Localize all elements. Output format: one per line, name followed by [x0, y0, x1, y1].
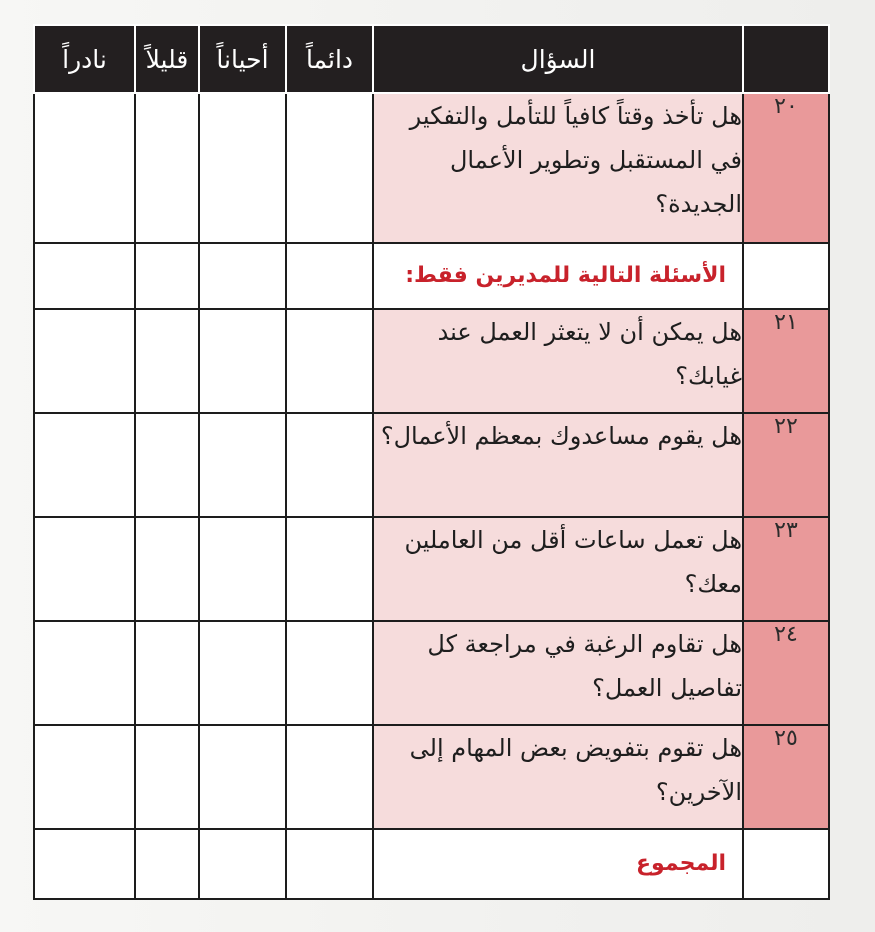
- header-row: [34, 25, 829, 93]
- total-cell-sometimes[interactable]: [199, 829, 286, 899]
- total-label: المجموع: [373, 829, 743, 899]
- header-question: السؤال: [373, 25, 743, 93]
- table-row: [34, 725, 829, 829]
- answer-cell-sometimes[interactable]: [199, 93, 286, 243]
- header-rarely: نادراً: [34, 25, 135, 93]
- table-row: [34, 309, 829, 413]
- table-row: [34, 93, 829, 243]
- managers-notice-row: [34, 243, 829, 309]
- answer-cell-seldom[interactable]: [135, 309, 199, 413]
- answer-cell-seldom: [135, 243, 199, 309]
- answer-cell-always[interactable]: [286, 413, 373, 517]
- answer-cell-rarely[interactable]: [34, 725, 135, 829]
- question-number: ٢٢: [743, 413, 829, 517]
- header-always: دائماً: [286, 25, 373, 93]
- question-number-empty: [743, 243, 829, 309]
- question-number: ٢٠: [743, 93, 829, 243]
- answer-cell-sometimes: [199, 243, 286, 309]
- answer-cell-sometimes[interactable]: [199, 517, 286, 621]
- total-row: [34, 829, 829, 899]
- answer-cell-always[interactable]: [286, 309, 373, 413]
- answer-cell-seldom[interactable]: [135, 413, 199, 517]
- total-cell-rarely[interactable]: [34, 829, 135, 899]
- question-number: ٢١: [743, 309, 829, 413]
- answer-cell-seldom[interactable]: [135, 93, 199, 243]
- answer-cell-always[interactable]: [286, 725, 373, 829]
- question-text: هل يمكن أن لا يتعثر العمل عند غيابك؟: [373, 309, 743, 413]
- answer-cell-rarely[interactable]: [34, 413, 135, 517]
- answer-cell-seldom[interactable]: [135, 725, 199, 829]
- table-row: [34, 413, 829, 517]
- question-text: هل تقوم بتفويض بعض المهام إلى الآخرين؟: [373, 725, 743, 829]
- answer-cell-always[interactable]: [286, 517, 373, 621]
- answer-cell-seldom[interactable]: [135, 621, 199, 725]
- question-text: هل تأخذ وقتاً كافياً للتأمل والتفكير في المستقبل وتطوير الأعمال الجديدة؟: [373, 93, 743, 243]
- answer-cell-always[interactable]: [286, 93, 373, 243]
- answer-cell-rarely[interactable]: [34, 93, 135, 243]
- answer-cell-rarely: [34, 243, 135, 309]
- table-row: [34, 517, 829, 621]
- question-text: هل تعمل ساعات أقل من العاملين معك؟: [373, 517, 743, 621]
- header-sometimes: أحياناً: [199, 25, 286, 93]
- header-seldom: قليلاً: [135, 25, 199, 93]
- total-cell-always[interactable]: [286, 829, 373, 899]
- answer-cell-seldom[interactable]: [135, 517, 199, 621]
- table-row: [34, 621, 829, 725]
- question-number-empty: [743, 829, 829, 899]
- total-cell-seldom[interactable]: [135, 829, 199, 899]
- answer-cell-always[interactable]: [286, 621, 373, 725]
- answer-cell-rarely[interactable]: [34, 621, 135, 725]
- answer-cell-always: [286, 243, 373, 309]
- survey-table: [33, 24, 830, 900]
- answer-cell-rarely[interactable]: [34, 309, 135, 413]
- answer-cell-sometimes[interactable]: [199, 621, 286, 725]
- answer-cell-rarely[interactable]: [34, 517, 135, 621]
- question-number: ٢٥: [743, 725, 829, 829]
- managers-notice: الأسئلة التالية للمديرين فقط:: [373, 243, 743, 309]
- question-text: هل يقوم مساعدوك بمعظم الأعمال؟: [373, 413, 743, 517]
- question-number: ٢٣: [743, 517, 829, 621]
- header-number: [743, 25, 829, 93]
- answer-cell-sometimes[interactable]: [199, 725, 286, 829]
- question-text: هل تقاوم الرغبة في مراجعة كل تفاصيل العمل؟: [373, 621, 743, 725]
- answer-cell-sometimes[interactable]: [199, 309, 286, 413]
- question-number: ٢٤: [743, 621, 829, 725]
- answer-cell-sometimes[interactable]: [199, 413, 286, 517]
